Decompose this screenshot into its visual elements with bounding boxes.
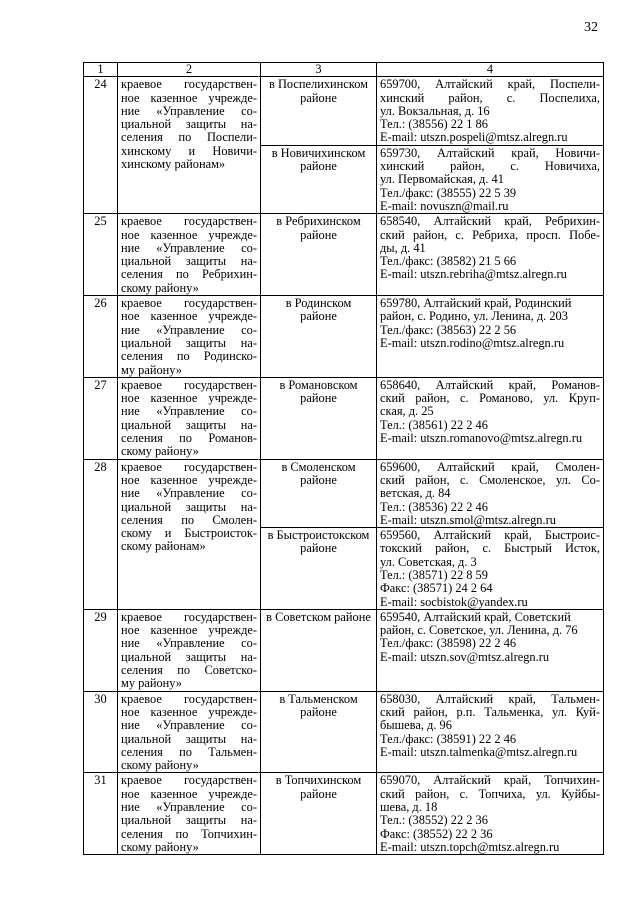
text-line: циальной защиты на- — [121, 813, 257, 828]
text-line: E-mail: utszn.topch@mtsz.alregn.ru — [380, 839, 560, 854]
text-line: ное казенное учрежде- — [121, 309, 257, 324]
text-line: ное казенное учрежде- — [121, 623, 257, 638]
text-line: 659600, Алтайский край, Смолен- — [380, 459, 600, 474]
row-number-cell: 25 — [84, 214, 118, 296]
text-line: краевое государствен- — [121, 691, 257, 706]
text-line: E-mail: utszn.rebriha@mtsz.alregn.ru — [380, 267, 567, 282]
organization-cell — [118, 691, 261, 773]
text-line: ский район, с. Романово, ул. Круп- — [380, 391, 600, 406]
text-line: ное казенное учрежде- — [121, 90, 257, 105]
text-line: ский район, с. Ребриха, просп. Побе- — [380, 227, 600, 242]
text-line: селения по Советско- — [121, 663, 257, 678]
text-line: ул. Вокзальная, д. 16 — [380, 103, 490, 118]
text-line: район, с. Советское, ул. Ленина, д. 76 — [380, 623, 578, 638]
text-line: ская, д. 25 — [380, 404, 434, 419]
text-line: циальной защиты на- — [121, 254, 257, 269]
text-line: Тел./факс: (38555) 22 5 39 — [380, 185, 517, 200]
organization-cell — [118, 296, 261, 378]
text-line: E-mail: utszn.pospeli@mtsz.alregn.ru — [380, 130, 568, 145]
text-line: E-mail: socbistok@yandex.ru — [380, 594, 528, 609]
text-line: Тел.: (38561) 22 2 46 — [380, 417, 488, 432]
table-row — [84, 77, 604, 145]
organization-cell — [118, 609, 261, 691]
text-line: E-mail: utszn.rodino@mtsz.alregn.ru — [380, 335, 565, 350]
text-line: ние «Управление со- — [121, 636, 257, 651]
text-line: 659730, Алтайский край, Новичи- — [380, 145, 600, 160]
text-line: циальной защиты на- — [121, 731, 257, 746]
text-line: скому району» — [121, 280, 199, 295]
text-line: в Поспелихинском — [269, 77, 368, 92]
text-line: ние «Управление со- — [121, 404, 257, 419]
district-cell — [261, 296, 377, 378]
organization-cell — [118, 214, 261, 296]
page-number: 32 — [584, 20, 598, 35]
contacts-cell — [377, 214, 604, 296]
district-cell — [261, 528, 377, 610]
row-number-cell: 28 — [84, 459, 118, 609]
contacts-cell — [377, 691, 604, 773]
text-line: ды, д. 41 — [380, 240, 426, 255]
organization-cell — [118, 459, 261, 609]
text-line: районе — [300, 227, 337, 242]
text-line: в Родинском — [285, 296, 352, 311]
contacts-cell — [377, 145, 604, 213]
text-line: ул. Советская, д. 3 — [380, 554, 477, 569]
column-header-2: 2 — [118, 63, 261, 77]
text-line: 658640, Алтайский край, Романов- — [380, 377, 600, 392]
text-line: краевое государствен- — [121, 214, 257, 229]
text-line: районе — [300, 309, 337, 324]
table-row — [84, 459, 604, 527]
row-number-cell: 24 — [84, 77, 118, 214]
text-line: скому и Быстроисток- — [121, 526, 257, 541]
text-line: ский район, с. Смоленское, ул. Со- — [380, 472, 600, 487]
contacts-cell — [377, 77, 604, 145]
district-cell — [261, 609, 377, 691]
text-line: E-mail: utszn.romanovo@mtsz.alregn.ru — [380, 431, 583, 446]
column-header-3: 3 — [261, 63, 377, 77]
text-line: Тел.: (38571) 22 8 59 — [380, 567, 488, 582]
text-line: районе — [300, 159, 337, 174]
text-line: Тел.: (38556) 22 1 86 — [380, 117, 488, 132]
text-line: краевое государствен- — [121, 296, 257, 311]
district-cell — [261, 691, 377, 773]
text-line: ние «Управление со- — [121, 718, 257, 733]
contacts-cell — [377, 459, 604, 527]
district-cell — [261, 77, 377, 145]
text-line: краевое государствен- — [121, 377, 257, 392]
table-header-row — [84, 63, 604, 77]
table-row — [84, 296, 604, 378]
text-line: ние «Управление со- — [121, 322, 257, 337]
text-line: ние «Управление со- — [121, 240, 257, 255]
table-row — [84, 377, 604, 459]
text-line: E-mail: utszn.talmenka@mtsz.alregn.ru — [380, 744, 578, 759]
district-cell — [261, 459, 377, 527]
row-number-cell: 30 — [84, 691, 118, 773]
text-line: шева, д. 18 — [380, 800, 438, 815]
text-line: ский район, с. Топчиха, ул. Куйбы- — [380, 786, 600, 801]
text-line: в Ребрихинском — [276, 214, 361, 229]
text-line: Тел./факс: (38591) 22 2 46 — [380, 731, 517, 746]
contacts-cell — [377, 377, 604, 459]
row-number-cell: 26 — [84, 296, 118, 378]
text-line: краевое государствен- — [121, 773, 257, 788]
text-line: скому району» — [121, 839, 199, 854]
text-line: в Быстроистокском — [267, 528, 370, 543]
text-line: 659700, Алтайский край, Поспели- — [380, 77, 600, 92]
district-cell — [261, 214, 377, 296]
text-line: 658030, Алтайский край, Тальмен- — [380, 691, 600, 706]
contacts-cell — [377, 609, 604, 691]
contacts-cell — [377, 528, 604, 610]
text-line: селения по Топчихин- — [121, 826, 257, 841]
text-line: районе — [300, 391, 337, 406]
text-line: Тел./факс: (38582) 21 5 66 — [380, 254, 517, 269]
organization-cell — [118, 377, 261, 459]
text-line: селения по Романов- — [121, 431, 257, 446]
table-row — [84, 773, 604, 855]
text-line: краевое государствен- — [121, 77, 257, 92]
text-line: в Тальменском — [279, 691, 358, 706]
text-line: районе — [300, 541, 337, 556]
text-line: краевое государствен- — [121, 609, 257, 624]
text-line: скому районам» — [121, 539, 206, 554]
text-line: селения по Поспели- — [121, 130, 257, 145]
text-line: ский район, р.п. Тальменка, ул. Куй- — [380, 704, 600, 719]
text-line: селения по Смолен- — [121, 512, 257, 527]
text-line: скому району» — [121, 444, 199, 459]
row-number-cell: 29 — [84, 609, 118, 691]
text-line: в Советском районе — [266, 609, 371, 624]
text-line: ние «Управление со- — [121, 103, 257, 118]
table-row — [84, 609, 604, 691]
social-protection-offices-table — [83, 62, 604, 855]
text-line: Тел.: (38552) 22 2 36 — [380, 813, 488, 828]
text-line: му району» — [121, 676, 182, 691]
text-line: Тел.: (38536) 22 2 46 — [380, 499, 488, 514]
contacts-cell — [377, 296, 604, 378]
organization-cell — [118, 773, 261, 855]
district-cell — [261, 377, 377, 459]
text-line: в Смоленском — [281, 459, 356, 474]
text-line: 659780, Алтайский край, Родинский — [380, 296, 572, 311]
text-line: ное казенное учрежде- — [121, 704, 257, 719]
text-line: Тел./факс: (38563) 22 2 56 — [380, 322, 517, 337]
text-line: ное казенное учрежде- — [121, 786, 257, 801]
text-line: хинскому районам» — [121, 157, 226, 172]
text-line: селения по Тальмен- — [121, 744, 257, 759]
column-header-4: 4 — [377, 63, 604, 77]
text-line: ветская, д. 84 — [380, 486, 451, 501]
text-line: му району» — [121, 362, 182, 377]
column-header-1: 1 — [84, 63, 118, 77]
text-line: ул. Первомайская, д. 41 — [380, 172, 504, 187]
text-line: селения по Родинско- — [121, 349, 257, 364]
text-line: E-mail: novuszn@mail.ru — [380, 198, 509, 213]
text-line: в Топчихинском — [275, 773, 362, 788]
text-line: хинский район, с. Поспелиха, — [380, 90, 600, 105]
text-line: ние «Управление со- — [121, 486, 257, 501]
text-line: 659560, Алтайский край, Быстроис- — [380, 528, 600, 543]
text-line: Тел./факс: (38598) 22 2 46 — [380, 636, 517, 651]
text-line: ное казенное учрежде- — [121, 472, 257, 487]
text-line: циальной защиты на- — [121, 649, 257, 664]
text-line: циальной защиты на- — [121, 417, 257, 432]
text-line: бышева, д. 96 — [380, 718, 452, 733]
text-line: районе — [300, 90, 337, 105]
text-line: хинскому и Новичи- — [121, 143, 257, 158]
text-line: циальной защиты на- — [121, 117, 257, 132]
text-line: ние «Управление со- — [121, 800, 257, 815]
text-line: в Новичихинском — [271, 145, 366, 160]
text-line: в Романовском — [279, 377, 358, 392]
text-line: хинский район, с. Новичиха, — [380, 159, 600, 174]
text-line: Факс: (38571) 24 2 64 — [380, 581, 493, 596]
text-line: район, с. Родино, ул. Ленина, д. 203 — [380, 309, 568, 324]
text-line: районе — [300, 786, 337, 801]
text-line: скому району» — [121, 758, 199, 773]
table-row — [84, 691, 604, 773]
district-cell — [261, 145, 377, 213]
text-line: E-mail: utszn.sov@mtsz.alregn.ru — [380, 649, 550, 664]
text-line: токский район, с. Быстрый Исток, — [380, 541, 600, 556]
row-number-cell: 27 — [84, 377, 118, 459]
text-line: Факс: (38552) 22 2 36 — [380, 826, 493, 841]
text-line: E-mail: utszn.smol@mtsz.alregn.ru — [380, 512, 556, 527]
text-line: ное казенное учрежде- — [121, 391, 257, 406]
text-line: 658540, Алтайский край, Ребрихин- — [380, 214, 600, 229]
text-line: циальной защиты на- — [121, 335, 257, 350]
row-number-cell: 31 — [84, 773, 118, 855]
text-line: районе — [300, 704, 337, 719]
table-row — [84, 214, 604, 296]
text-line: краевое государствен- — [121, 459, 257, 474]
text-line: 659540, Алтайский край, Советский — [380, 609, 571, 624]
district-cell — [261, 773, 377, 855]
organization-cell — [118, 77, 261, 214]
text-line: ное казенное учрежде- — [121, 227, 257, 242]
text-line: циальной защиты на- — [121, 499, 257, 514]
text-line: 659070, Алтайский край, Топчихин- — [380, 773, 600, 788]
contacts-cell — [377, 773, 604, 855]
text-line: селения по Ребрихин- — [121, 267, 257, 282]
text-line: районе — [300, 472, 337, 487]
